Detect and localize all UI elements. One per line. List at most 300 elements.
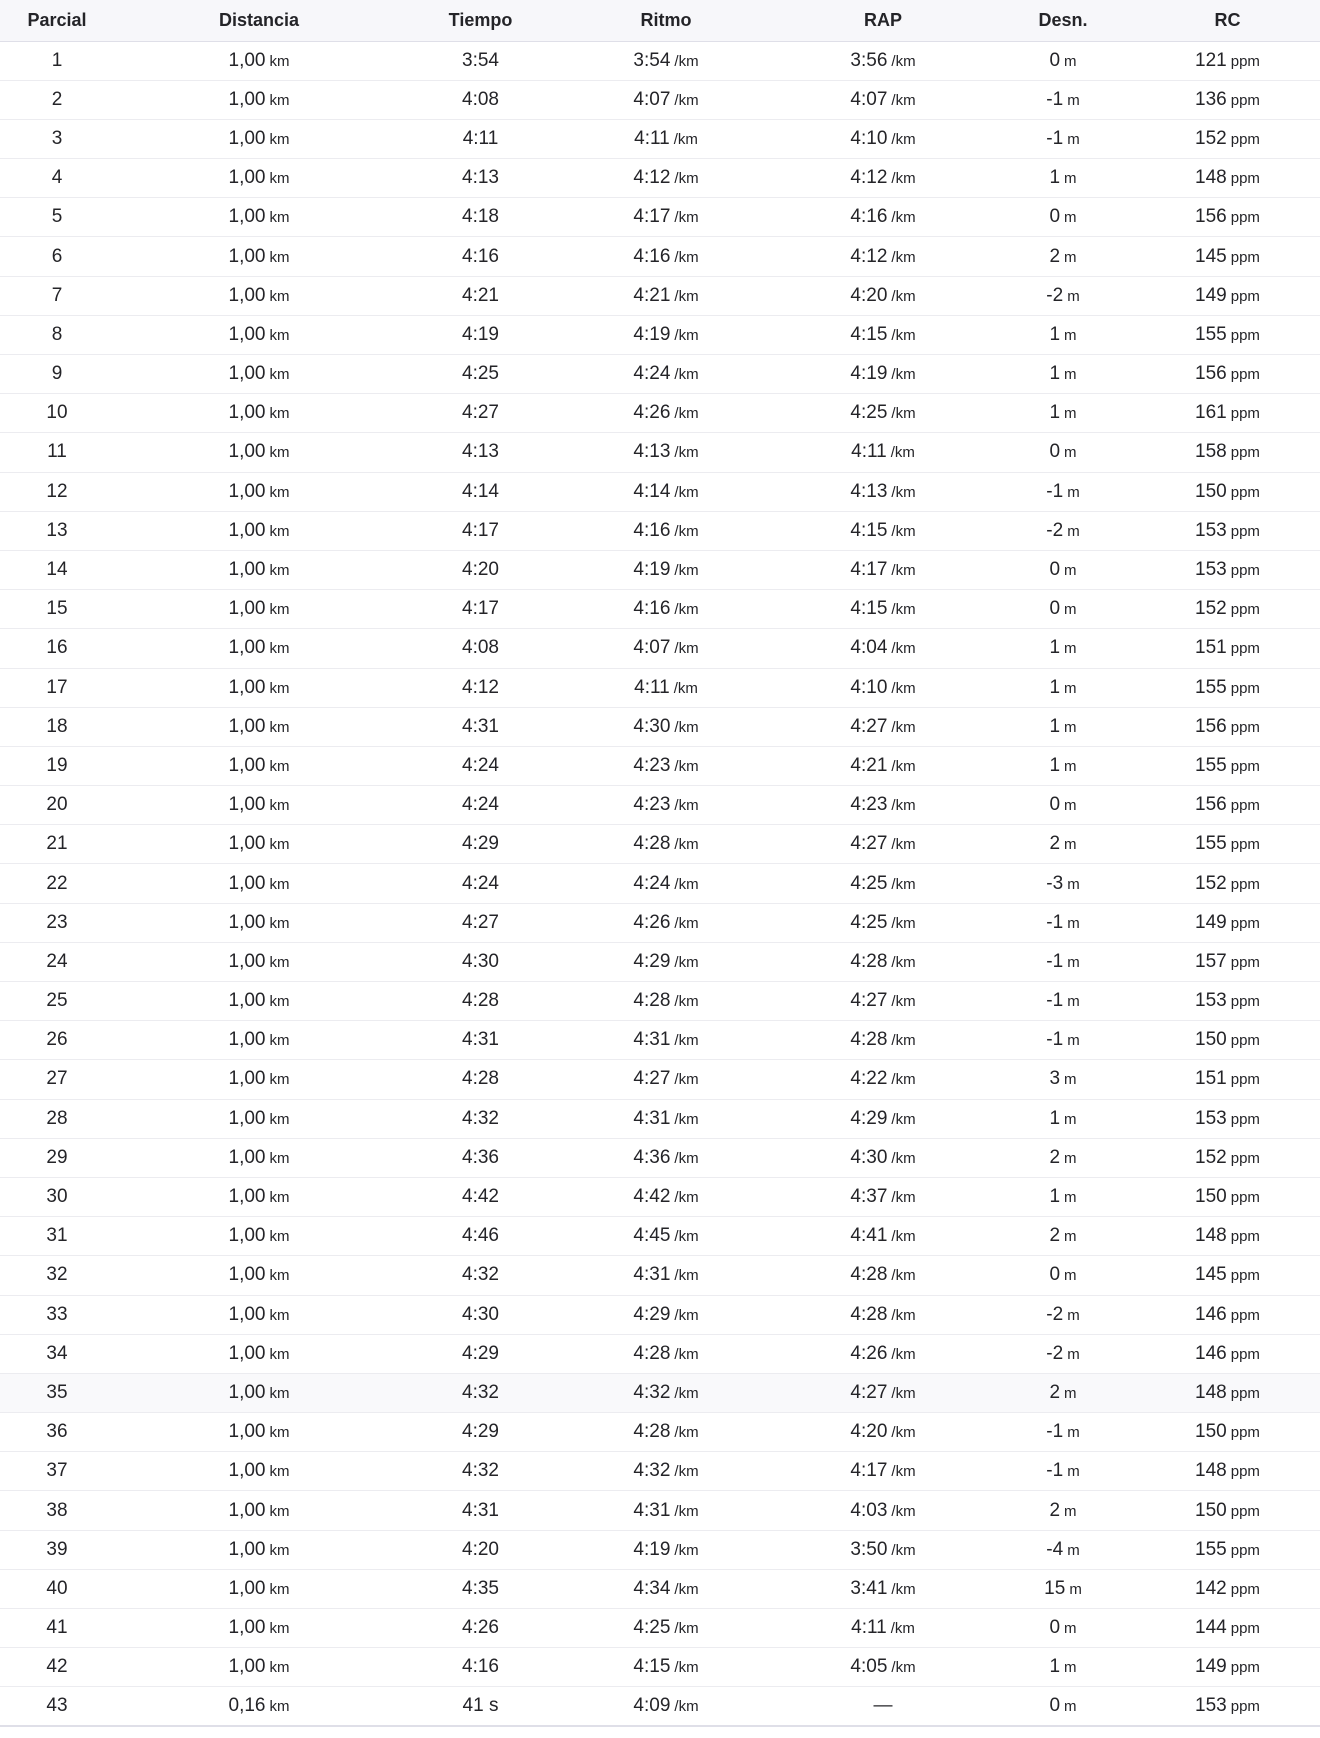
cell-gap [775,1452,991,1491]
cell-elevation-unit: m [1064,170,1077,188]
cell-pace-unit: /km [674,1071,699,1089]
cell-elevation-value: -1 [1046,480,1064,502]
table-row[interactable] [0,472,1320,511]
cell-pace [557,1648,775,1687]
table-row[interactable] [0,1217,1320,1256]
cell-split-value: 1 [51,49,63,71]
cell-elevation [991,1177,1135,1216]
cell-time [404,41,557,80]
cell-split-value: 16 [46,637,68,659]
cell-split-value: 30 [46,1186,68,1208]
splits-table-header [0,0,1320,41]
cell-pace-unit: /km [674,1463,699,1481]
cell-time-value: 4:29 [462,1342,499,1364]
cell-split [0,746,114,785]
cell-pace-unit: /km [674,522,699,540]
cell-elevation-unit: m [1064,405,1077,423]
table-row[interactable] [0,1334,1320,1373]
table-row[interactable] [0,1099,1320,1138]
cell-gap-value: 4:25 [850,911,888,933]
cell-hr-value: 156 [1195,363,1227,385]
cell-distance [114,355,404,394]
table-row[interactable] [0,1687,1320,1726]
cell-distance-unit: km [269,1189,290,1207]
cell-time [404,668,557,707]
cell-gap-unit: /km [891,1345,916,1363]
cell-hr-value: 158 [1195,441,1227,463]
cell-gap-unit: /km [891,1267,916,1285]
cell-distance-value: 1,00 [228,519,266,541]
cell-elevation-value: -1 [1046,1421,1064,1443]
cell-pace-value: 4:31 [633,1029,671,1051]
cell-split-value: 33 [46,1303,68,1325]
cell-time [404,1452,557,1491]
cell-time-value: 4:28 [462,1068,499,1090]
cell-elevation-value: 0 [1049,1695,1061,1717]
cell-gap-unit: /km [891,640,916,658]
cell-pace [557,1177,775,1216]
cell-split-value: 12 [46,480,68,502]
cell-hr-value: 149 [1195,284,1227,306]
cell-distance-value: 1,00 [228,559,266,581]
cell-distance [114,41,404,80]
cell-hr-value: 150 [1195,1029,1227,1051]
cell-distance-value: 1,00 [228,1107,266,1129]
table-row[interactable] [0,1295,1320,1334]
cell-elevation [991,1452,1135,1491]
cell-distance-unit: km [269,1620,290,1638]
cell-hr [1135,237,1320,276]
cell-elevation-unit: m [1067,953,1080,971]
cell-elevation [991,1060,1135,1099]
cell-hr [1135,590,1320,629]
header-split[interactable]: Parcial [0,0,114,41]
cell-pace-value: 4:28 [633,833,671,855]
table-row[interactable] [0,433,1320,472]
cell-split [0,119,114,158]
cell-pace-unit: /km [674,1580,699,1598]
cell-hr [1135,1021,1320,1060]
cell-distance-value: 1,00 [228,167,266,189]
table-row[interactable] [0,276,1320,315]
cell-gap-value: 4:22 [850,1068,888,1090]
cell-split-value: 2 [51,88,63,110]
cell-gap [775,982,991,1021]
cell-distance-value: 1,00 [228,833,266,855]
table-row[interactable] [0,825,1320,864]
cell-elevation [991,707,1135,746]
table-row[interactable] [0,1413,1320,1452]
cell-pace [557,942,775,981]
cell-distance-unit: km [269,483,290,501]
cell-split-value: 11 [47,441,67,463]
cell-split-value: 22 [46,872,68,894]
cell-distance [114,629,404,668]
cell-distance-unit: km [269,405,290,423]
table-row[interactable] [0,1530,1320,1569]
cell-pace-value: 4:07 [633,88,671,110]
cell-gap [775,315,991,354]
cell-elevation-value: 1 [1049,1656,1061,1678]
cell-gap-value: 4:07 [850,88,888,110]
header-distance[interactable]: Distancia [114,0,404,41]
table-row[interactable] [0,394,1320,433]
table-row[interactable] [0,1648,1320,1687]
cell-elevation-value: 1 [1049,363,1061,385]
cell-pace-unit: /km [674,52,699,70]
cell-gap-value: 4:15 [850,598,888,620]
cell-elevation-unit: m [1064,1189,1077,1207]
table-row[interactable] [0,1452,1320,1491]
cell-split [0,707,114,746]
cell-hr-value: 155 [1195,754,1227,776]
cell-elevation-unit: m [1067,1424,1080,1442]
table-row[interactable] [0,315,1320,354]
cell-time [404,825,557,864]
cell-hr [1135,707,1320,746]
cell-split [0,825,114,864]
cell-gap [775,864,991,903]
table-row[interactable] [0,159,1320,198]
cell-pace-value: 4:15 [633,1656,671,1678]
cell-distance-unit: km [269,1267,290,1285]
cell-gap [775,237,991,276]
header-elevation[interactable]: Desn. [991,0,1135,41]
cell-gap [775,942,991,981]
cell-split-value: 27 [46,1068,68,1090]
cell-distance-value: 1,00 [228,1186,266,1208]
cell-distance-unit: km [269,522,290,540]
cell-elevation [991,786,1135,825]
cell-hr-value: 144 [1195,1617,1227,1639]
cell-gap [775,511,991,550]
table-row[interactable] [0,550,1320,589]
cell-hr [1135,668,1320,707]
cell-gap-unit: /km [891,1580,916,1598]
cell-elevation [991,1648,1135,1687]
header-time[interactable]: Tiempo [404,0,557,41]
header-pace[interactable]: Ritmo [557,0,775,41]
cell-time [404,786,557,825]
cell-pace-value: 4:31 [633,1499,671,1521]
cell-pace-value: 4:09 [633,1695,671,1717]
cell-pace-unit: /km [674,1424,699,1442]
cell-elevation-unit: m [1064,640,1077,658]
cell-pace [557,159,775,198]
cell-time [404,355,557,394]
cell-hr [1135,1413,1320,1452]
cell-distance-unit: km [269,1698,290,1716]
cell-time [404,1648,557,1687]
cell-pace-unit: /km [673,679,698,697]
cell-gap [775,903,991,942]
cell-gap-unit: /km [891,1502,916,1520]
cell-gap [775,1334,991,1373]
cell-time-value: 4:13 [462,441,499,463]
cell-pace [557,864,775,903]
cell-elevation-value: -1 [1046,1460,1064,1482]
cell-hr-value: 153 [1195,1695,1227,1717]
cell-time [404,1530,557,1569]
cell-time-value: 4:32 [462,1264,499,1286]
cell-pace-value: 4:16 [633,245,671,267]
cell-hr [1135,41,1320,80]
cell-pace [557,668,775,707]
table-row[interactable] [0,41,1320,80]
cell-elevation-unit: m [1067,522,1080,540]
cell-gap [775,1217,991,1256]
cell-time-value: 4:27 [462,402,499,424]
cell-elevation-value: 0 [1049,598,1061,620]
cell-time [404,864,557,903]
table-row[interactable] [0,198,1320,237]
cell-pace [557,237,775,276]
cell-hr [1135,1530,1320,1569]
cell-elevation-value: 2 [1049,1225,1061,1247]
cell-distance-unit: km [269,1071,290,1089]
cell-elevation [991,825,1135,864]
cell-pace [557,786,775,825]
table-row[interactable] [0,1569,1320,1608]
cell-split [0,80,114,119]
cell-elevation [991,1491,1135,1530]
cell-split [0,1021,114,1060]
cell-pace [557,1569,775,1608]
cell-gap-unit: /km [890,1620,915,1638]
cell-elevation [991,1334,1135,1373]
cell-split [0,315,114,354]
table-row[interactable] [0,864,1320,903]
cell-hr-value: 153 [1195,519,1227,541]
cell-pace-value: 4:19 [633,559,671,581]
cell-split-value: 26 [46,1029,68,1051]
table-row[interactable] [0,590,1320,629]
cell-split-value: 35 [46,1381,68,1403]
cell-pace [557,1491,775,1530]
header-hr[interactable]: RC [1135,0,1320,41]
cell-pace-value: 4:25 [633,1617,671,1639]
cell-hr-value: 155 [1195,1538,1227,1560]
cell-split [0,1569,114,1608]
cell-pace-unit: /km [674,1306,699,1324]
cell-split-value: 32 [46,1264,68,1286]
cell-elevation-value: 1 [1049,754,1061,776]
cell-gap-value: 4:05 [850,1656,888,1678]
cell-split-value: 34 [46,1342,68,1364]
cell-elevation [991,550,1135,589]
cell-pace-unit: /km [674,170,699,188]
cell-split-value: 9 [51,363,63,385]
cell-split-value: 41 [46,1617,68,1639]
cell-distance [114,1138,404,1177]
cell-elevation [991,746,1135,785]
cell-distance-unit: km [269,209,290,227]
cell-gap-value: 4:29 [850,1107,888,1129]
table-row[interactable] [0,355,1320,394]
cell-distance [114,903,404,942]
cell-time-value: 4:42 [462,1186,499,1208]
table-row[interactable] [0,707,1320,746]
cell-elevation-value: 1 [1049,637,1061,659]
cell-pace-unit: /km [674,914,699,932]
table-row[interactable] [0,746,1320,785]
cell-hr-value: 155 [1195,323,1227,345]
cell-time-value: 4:14 [462,480,499,502]
cell-distance-unit: km [269,679,290,697]
cell-elevation [991,119,1135,158]
cell-distance-unit: km [269,836,290,854]
cell-gap-value: 4:20 [850,284,888,306]
table-row[interactable] [0,903,1320,942]
table-row[interactable] [0,1021,1320,1060]
cell-elevation-unit: m [1067,1032,1080,1050]
cell-distance-value: 1,00 [228,1146,266,1168]
cell-elevation-unit: m [1064,1659,1077,1677]
cell-time [404,1413,557,1452]
cell-distance [114,511,404,550]
table-row[interactable] [0,668,1320,707]
cell-gap-value: 3:56 [850,49,888,71]
cell-split-value: 24 [46,950,68,972]
cell-elevation [991,942,1135,981]
cell-split [0,276,114,315]
cell-distance-unit: km [269,1580,290,1598]
cell-pace-unit: /km [674,1149,699,1167]
cell-gap-value: 4:23 [850,794,888,816]
cell-distance-value: 1,00 [228,637,266,659]
cell-hr-value: 148 [1195,1460,1227,1482]
cell-distance-unit: km [269,601,290,619]
cell-distance [114,315,404,354]
cell-split-value: 25 [46,990,68,1012]
cell-pace-unit: /km [674,1228,699,1246]
cell-time-value: 4:32 [462,1107,499,1129]
cell-distance-unit: km [269,1110,290,1128]
cell-elevation [991,511,1135,550]
cell-elevation [991,80,1135,119]
cell-pace-value: 4:42 [633,1186,671,1208]
cell-distance-value: 1,00 [228,1264,266,1286]
cell-distance-unit: km [269,248,290,266]
cell-distance-unit: km [269,91,290,109]
cell-elevation [991,1609,1135,1648]
cell-distance-value: 1,00 [228,1029,266,1051]
cell-distance [114,1609,404,1648]
cell-hr-value: 150 [1195,480,1227,502]
table-row[interactable] [0,1373,1320,1412]
table-row[interactable] [0,1256,1320,1295]
table-row[interactable] [0,1609,1320,1648]
cell-hr-unit: ppm [1230,91,1260,109]
table-row[interactable] [0,119,1320,158]
cell-gap-unit: /km [891,52,916,70]
table-row[interactable] [0,511,1320,550]
cell-distance-unit: km [269,1463,290,1481]
table-row[interactable] [0,1138,1320,1177]
cell-hr [1135,1373,1320,1412]
cell-pace-value: 4:21 [633,284,671,306]
cell-hr [1135,903,1320,942]
cell-elevation-unit: m [1064,209,1077,227]
cell-split [0,982,114,1021]
cell-hr-unit: ppm [1230,718,1260,736]
cell-time-value: 4:08 [462,637,499,659]
cell-pace [557,511,775,550]
cell-gap-unit: /km [891,797,916,815]
cell-time [404,629,557,668]
cell-split-value: 19 [46,754,68,776]
cell-elevation-unit: m [1064,679,1077,697]
cell-pace-value: 4:32 [633,1381,671,1403]
cell-gap-unit: /km [891,405,916,423]
cell-hr-unit: ppm [1230,993,1260,1011]
cell-pace-value: 4:23 [633,794,671,816]
table-row[interactable] [0,629,1320,668]
cell-split-value: 43 [46,1695,68,1717]
cell-hr-unit: ppm [1230,405,1260,423]
table-row[interactable] [0,1177,1320,1216]
cell-elevation-value: 2 [1049,1499,1061,1521]
header-gap[interactable]: RAP [775,0,991,41]
cell-pace [557,1373,775,1412]
cell-elevation [991,41,1135,80]
cell-elevation-unit: m [1067,1345,1080,1363]
cell-hr-value: 153 [1195,559,1227,581]
table-row[interactable] [0,237,1320,276]
cell-pace-value: 4:14 [633,480,671,502]
table-row[interactable] [0,1491,1320,1530]
cell-time [404,1021,557,1060]
cell-pace-value: 4:17 [633,206,671,228]
cell-pace [557,903,775,942]
cell-gap [775,355,991,394]
cell-elevation-value: 3 [1049,1068,1061,1090]
cell-hr-value: 148 [1195,1381,1227,1403]
cell-elevation-value: -1 [1046,88,1064,110]
cell-distance-unit: km [269,1032,290,1050]
cell-elevation-unit: m [1064,444,1077,462]
cell-hr-value: 121 [1195,49,1227,71]
cell-distance [114,942,404,981]
cell-time-value: 4:32 [462,1381,499,1403]
cell-split-value: 42 [46,1656,68,1678]
cell-pace-unit: /km [674,1189,699,1207]
cell-pace [557,276,775,315]
table-row[interactable] [0,982,1320,1021]
table-row[interactable] [0,786,1320,825]
cell-time-value: 4:17 [462,598,499,620]
table-row[interactable] [0,80,1320,119]
cell-hr-unit: ppm [1230,483,1260,501]
cell-elevation [991,629,1135,668]
cell-pace-unit: /km [674,1620,699,1638]
cell-split-value: 18 [46,715,68,737]
cell-hr [1135,786,1320,825]
cell-hr [1135,1256,1320,1295]
cell-gap-value: 4:28 [850,1264,888,1286]
table-row[interactable] [0,942,1320,981]
cell-gap-unit: /km [891,875,916,893]
table-row[interactable] [0,1060,1320,1099]
cell-split [0,864,114,903]
cell-hr [1135,1099,1320,1138]
cell-hr-unit: ppm [1230,170,1260,188]
cell-gap-value: 4:10 [850,127,888,149]
cell-time-value: 4:32 [462,1460,499,1482]
cell-elevation-unit: m [1067,130,1080,148]
cell-distance-unit: km [269,444,290,462]
cell-distance-value: 1,00 [228,676,266,698]
